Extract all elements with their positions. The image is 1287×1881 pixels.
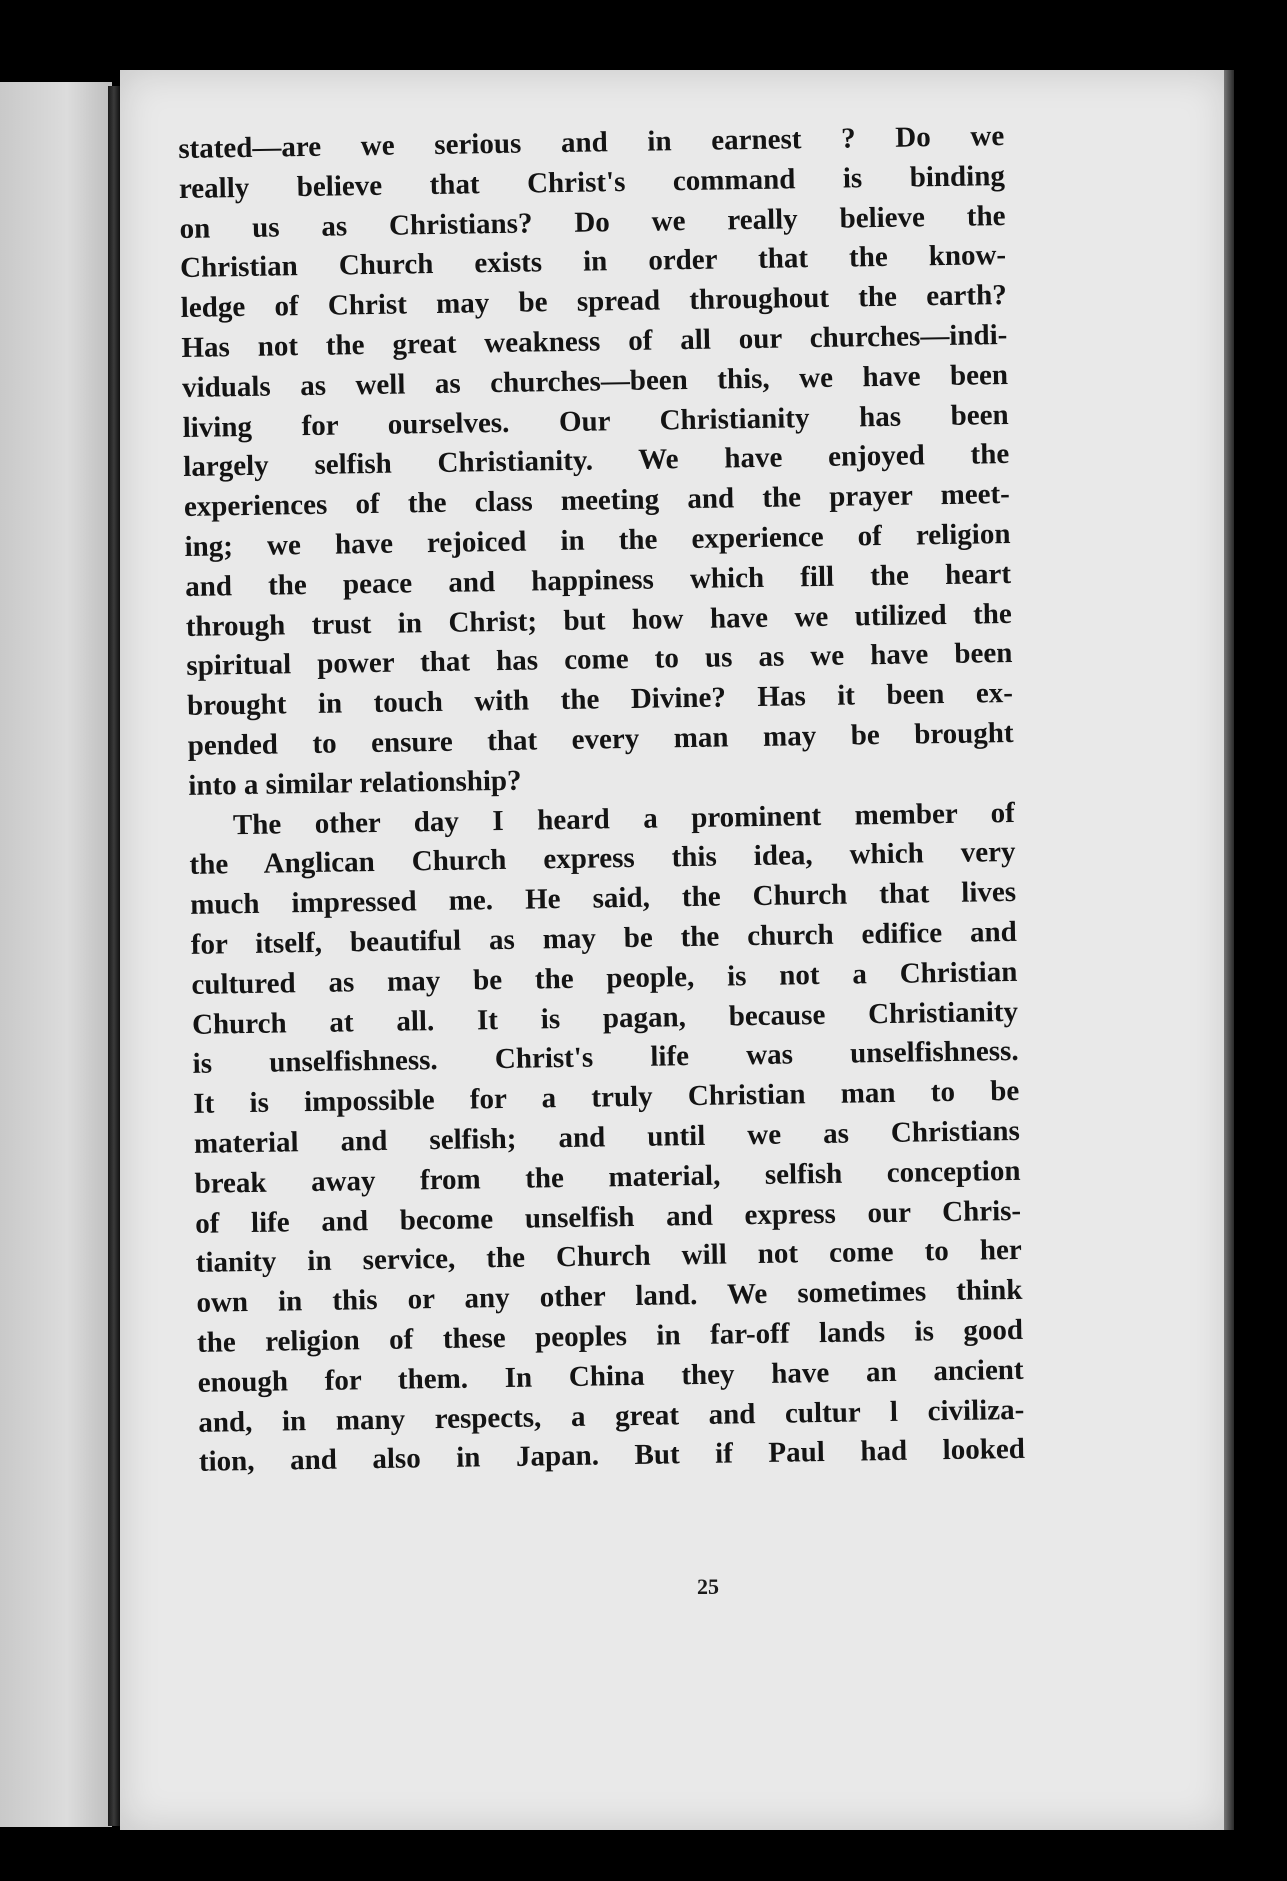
text-line: Christian Church exists in order that the know- <box>179 239 1007 285</box>
text-line: pended to ensure that every man may be brought <box>187 716 1014 762</box>
text-line: ing; we have rejoiced in the experience of religion <box>184 517 1011 563</box>
paragraph-1 <box>178 117 1015 806</box>
text-line: stated—are we serious and in earnest ? Do we <box>178 120 1005 165</box>
text-line: Church at all. It is pagan, because Christianity <box>191 995 1019 1041</box>
text-line: tianity in service, the Church will not come to her <box>195 1234 1022 1280</box>
page-right-edge <box>1224 70 1234 1830</box>
text-line: spiritual power that has come to us as we have been <box>186 637 1013 683</box>
text-line: really believe that Christ's command is binding <box>178 159 1006 205</box>
page-number: 25 <box>697 1574 719 1599</box>
book-spine <box>108 86 120 1826</box>
text-line: The other day I heard a prominent member of <box>232 796 1016 841</box>
text-line: own in this or any other land. We sometimes think <box>196 1273 1023 1319</box>
page-body-text <box>178 117 1025 1483</box>
text-line: on us as Christians? Do we really believe the <box>179 199 1006 245</box>
text-line: much impressed me. He said, the Church that lives <box>189 876 1017 922</box>
text-line: viduals as well as churches—been this, we have been <box>181 358 1009 404</box>
paragraph-2 <box>189 793 1026 1482</box>
text-line: enough for them. In China they have an ancient <box>197 1353 1024 1399</box>
text-line: for itself, beautiful as may be the church edifice and <box>190 915 1017 961</box>
text-line: and the peace and happiness which fill the heart <box>184 557 1012 603</box>
text-line: cultured as may be the people, is not a Christian <box>191 955 1018 1001</box>
text-line: is unselfishness. Christ's life was unselfishness. <box>192 1035 1019 1081</box>
text-line: through trust in Christ; but how have we utilized the <box>185 597 1012 643</box>
text-line: break away from the material, selfish conception <box>194 1154 1021 1200</box>
text-line: Has not the great weakness of all our churches—indi- <box>181 318 1008 364</box>
adjacent-page-edge <box>0 82 112 1827</box>
text-line: and, in many respects, a great and cultur l civiliza- <box>198 1393 1025 1439</box>
text-line: of life and become unselfish and express our Chris- <box>194 1194 1022 1240</box>
text-line: brought in touch with the Divine? Has it been ex- <box>186 677 1014 723</box>
text-line: living for ourselves. Our Christianity has been <box>182 398 1009 444</box>
text-line: tion, and also in Japan. But if Paul had looked <box>198 1433 1026 1479</box>
text-line: experiences of the class meeting and the prayer meet- <box>183 478 1011 524</box>
text-line: ledge of Christ may be spread throughout the earth? <box>180 279 1007 325</box>
text-line: into a similar relationship? <box>188 764 522 802</box>
text-line: the religion of these peoples in far-off lands is good <box>196 1313 1024 1359</box>
text-line: largely selfish Christianity. We have enjoyed the <box>183 438 1010 484</box>
text-line: material and selfish; and until we as Christians <box>193 1114 1021 1160</box>
text-line: the Anglican Church express this idea, which very <box>189 836 1016 882</box>
text-line: It is impossible for a truly Christian man to be <box>193 1075 1020 1121</box>
